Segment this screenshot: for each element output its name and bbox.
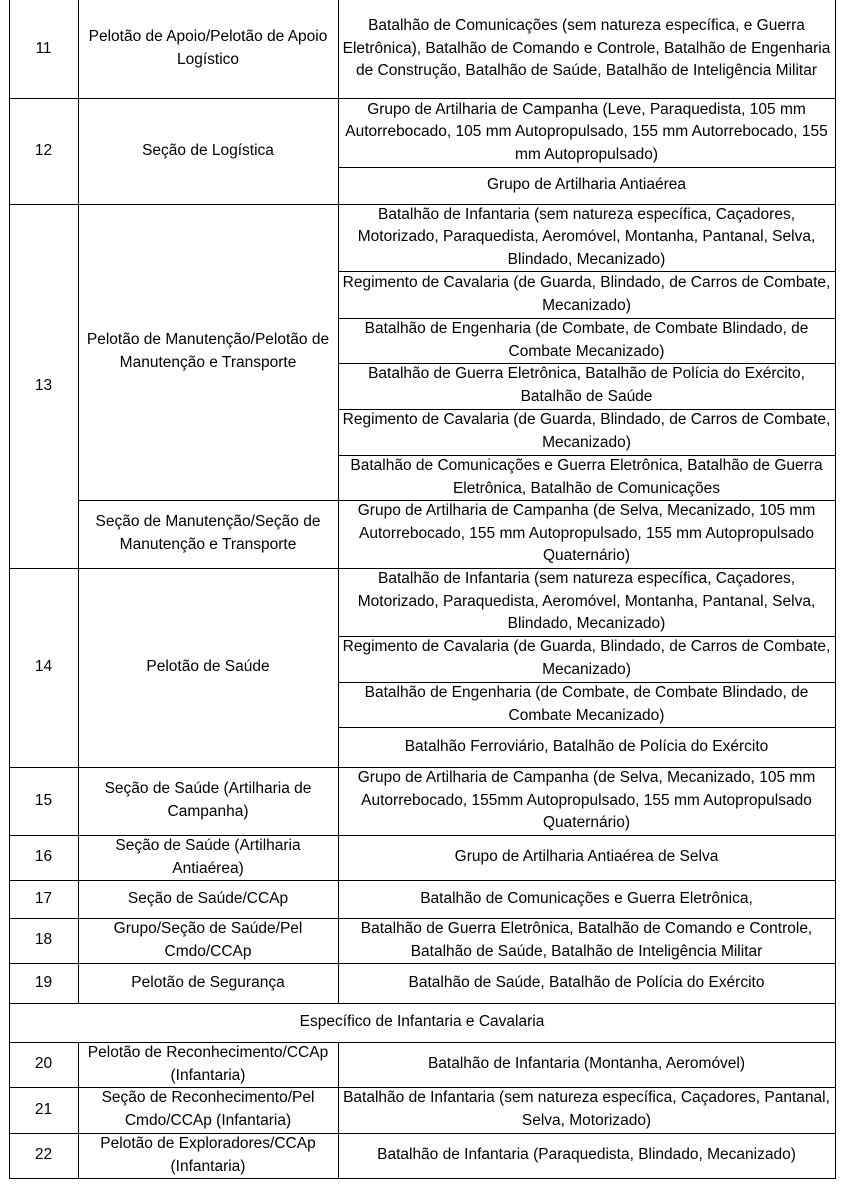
- battalion-entry-text: Grupo de Artilharia Antiaérea: [486, 176, 687, 194]
- row-divider: [338, 167, 836, 168]
- row-number-text: 14: [34, 658, 53, 676]
- column-divider: [78, 204, 79, 569]
- battalion-entry: [338, 167, 835, 204]
- column-divider: [338, 835, 339, 881]
- column-divider: [78, 1087, 79, 1134]
- battalion-entry-text: Grupo de Artilharia Antiaérea de Selva: [454, 848, 719, 866]
- column-divider: [9, 0, 10, 1179]
- row-divider: [338, 500, 836, 501]
- column-divider: [338, 204, 339, 569]
- row-divider: [338, 363, 836, 364]
- battalion-entry: [338, 363, 835, 409]
- unit-name-text: Pelotão de Exploradores/CCAp (Infantaria): [100, 1134, 316, 1175]
- unit-name-text: Grupo/Seção de Saúde/Pel Cmdo/CCAp: [113, 919, 303, 960]
- row-number-text: 17: [34, 889, 53, 907]
- row-number: [9, 204, 78, 568]
- column-divider: [78, 568, 79, 768]
- battalion-entry-text: Batalhão de Infantaria (sem natureza específica, Caçadores, Motorizado, Paraquedista, Aeromóvel, Montanha, Pantanal, Selva, Blindado, Mecanizado): [357, 570, 816, 633]
- battalion-entry-text: Batalhão de Infantaria (sem natureza específica, Caçadores, Motorizado, Paraquedista, Aeromóvel, Montanha, Pantanal, Selva, Blindado, Mecanizado): [357, 205, 816, 268]
- battalion-entry-text: Batalhão de Saúde, Batalhão de Polícia do Exército: [408, 973, 765, 991]
- unit-name: [78, 963, 338, 1003]
- column-divider: [338, 880, 339, 919]
- row-number: [9, 568, 78, 767]
- battalion-entry: [338, 1042, 835, 1087]
- battalion-entry-text: Regimento de Cavalaria (de Guarda, Blindado, de Carros de Combate, Mecanizado): [342, 273, 831, 314]
- unit-name: [78, 1133, 338, 1178]
- battalion-entry-text: Batalhão de Engenharia (de Combate, de Combate Blindado, de Combate Mecanizado): [364, 683, 809, 724]
- column-divider: [78, 1042, 79, 1088]
- battalion-entry-text: Grupo de Artilharia de Campanha (de Selva, Mecanizado, 105 mm Autorrebocado, 155mm Autopropulsado, 155 mm Autopropulsado Quaternário): [357, 769, 816, 832]
- battalion-entry: [338, 271, 835, 318]
- battalion-entry-text: Regimento de Cavalaria (de Guarda, Blindado, de Carros de Combate, Mecanizado): [342, 411, 831, 451]
- battalion-entry: [338, 455, 835, 500]
- battalion-entry-text: Batalhão Ferroviário, Batalhão de Polícia do Exército: [404, 737, 769, 755]
- unit-name-text: Seção de Saúde (Artilharia Antiaérea): [115, 836, 301, 877]
- battalion-entry: [338, 204, 835, 271]
- unit-name-text: Pelotão de Reconhecimento/CCAp (Infantaria): [87, 1043, 329, 1084]
- row-number: [9, 0, 78, 98]
- row-number: [9, 880, 78, 918]
- battalion-entry: [338, 568, 835, 636]
- row-divider: [78, 500, 339, 501]
- row-number-text: 13: [34, 376, 53, 394]
- row-number-text: 12: [34, 141, 53, 159]
- unit-name: [78, 204, 338, 500]
- battalion-entry: [338, 1133, 835, 1178]
- column-divider: [338, 568, 339, 768]
- row-number-text: 19: [34, 973, 53, 991]
- column-divider: [78, 918, 79, 964]
- row-divider: [338, 636, 836, 637]
- unit-name-text: Pelotão de Segurança: [131, 973, 285, 991]
- row-number: [9, 963, 78, 1003]
- row-number-text: 20: [34, 1055, 53, 1073]
- battalion-entry: [338, 880, 835, 918]
- unit-name: [78, 835, 338, 880]
- battalion-entry-text: Batalhão de Comunicações e Guerra Eletrônica,: [420, 889, 753, 907]
- column-divider: [338, 0, 339, 99]
- unit-name: [78, 500, 338, 568]
- unit-name-text: Seção de Saúde (Artilharia de Campanha): [104, 780, 312, 820]
- section-header: [9, 1003, 835, 1042]
- row-number: [9, 98, 78, 204]
- section-header-text: Específico de Infantaria e Cavalaria: [299, 1013, 545, 1031]
- battalion-entry-text: Batalhão de Guerra Eletrônica, Batalhão de Polícia do Exército, Batalhão de Saúde: [368, 365, 805, 405]
- battalion-entry-text: Batalhão de Comunicações (sem natureza específica, e Guerra Eletrônica), Batalhão de Comando e Controle, Batalhão de Engenharia de Construção, Batalhão de Saúde, Batalhão de Inteligência Militar: [342, 17, 831, 80]
- column-divider: [78, 0, 79, 99]
- battalion-entry-text: Regimento de Cavalaria (de Guarda, Blindado, de Carros de Combate, Mecanizado): [342, 638, 831, 678]
- battalion-entry-text: Batalhão de Engenharia (de Combate, de Combate Blindado, de Combate Mecanizado): [364, 319, 809, 360]
- unit-name: [78, 1042, 338, 1087]
- unit-name-text: Seção de Reconhecimento/Pel Cmdo/CCAp (Infantaria): [101, 1089, 315, 1129]
- row-divider: [338, 271, 836, 272]
- unit-name-text: Pelotão de Saúde: [146, 658, 270, 676]
- column-divider: [78, 963, 79, 1004]
- battalion-entry-text: Batalhão de Infantaria (Montanha, Aeromóvel): [427, 1055, 746, 1073]
- row-number: [9, 1042, 78, 1087]
- row-number: [9, 918, 78, 963]
- unit-name: [78, 98, 338, 204]
- row-divider: [338, 455, 836, 456]
- unit-name: [78, 918, 338, 963]
- column-divider: [78, 98, 79, 205]
- column-divider: [78, 880, 79, 919]
- row-divider: [338, 318, 836, 319]
- battalion-entry: [338, 963, 835, 1003]
- battalion-entry-text: Batalhão de Comunicações e Guerra Eletrônica, Batalhão de Guerra Eletrônica, Batalhão de Comunicações: [350, 456, 823, 497]
- battalion-entry: [338, 98, 835, 167]
- battalion-entry-text: Batalhão de Infantaria (sem natureza específica, Caçadores, Pantanal, Selva, Motorizado): [343, 1089, 830, 1129]
- battalion-entry: [338, 1087, 835, 1133]
- battalion-entry: [338, 0, 835, 98]
- row-number-text: 21: [34, 1100, 53, 1118]
- row-number: [9, 1087, 78, 1133]
- unit-name-text: Pelotão de Apoio/Pelotão de Apoio Logístico: [88, 28, 328, 68]
- row-number-text: 11: [35, 39, 52, 57]
- unit-name: [78, 568, 338, 767]
- row-divider: [338, 682, 836, 683]
- battalion-entry-text: Batalhão de Guerra Eletrônica, Batalhão de Comando e Controle, Batalhão de Saúde, Batalhão de Inteligência Militar: [360, 919, 813, 960]
- column-divider: [338, 963, 339, 1004]
- row-divider: [338, 727, 836, 728]
- battalion-entry: [338, 500, 835, 568]
- unit-name-text: Seção de Manutenção/Seção de Manutenção e Transporte: [95, 513, 321, 553]
- battalion-entry: [338, 318, 835, 363]
- row-number: [9, 767, 78, 835]
- unit-name-text: Pelotão de Manutenção/Pelotão de Manutenção e Transporte: [86, 331, 330, 371]
- battalion-entry-text: Grupo de Artilharia de Campanha (de Selva, Mecanizado, 105 mm Autorrebocado, 155 mm Autopropulsado, 155 mm Autopropulsado Quaternário): [357, 502, 816, 565]
- battalion-entry: [338, 835, 835, 880]
- battalion-entry: [338, 767, 835, 835]
- column-divider: [338, 1042, 339, 1088]
- column-divider: [78, 1133, 79, 1179]
- battalion-entry: [338, 636, 835, 682]
- unit-name-text: Seção de Saúde/CCAp: [127, 889, 289, 907]
- unit-name: [78, 0, 338, 98]
- column-divider: [338, 1087, 339, 1134]
- battalion-entry: [338, 918, 835, 963]
- battalion-entry: [338, 727, 835, 767]
- column-divider: [78, 835, 79, 881]
- row-number-text: 22: [34, 1146, 53, 1164]
- battalion-entry: [338, 682, 835, 727]
- column-divider: [338, 1133, 339, 1179]
- column-divider: [338, 767, 339, 836]
- battalion-entry: [338, 409, 835, 455]
- unit-name: [78, 880, 338, 918]
- unit-name: [78, 1087, 338, 1133]
- battalion-entry-text: Batalhão de Infantaria (Paraquedista, Blindado, Mecanizado): [377, 1146, 796, 1164]
- row-number-text: 15: [34, 791, 53, 809]
- unit-name: [78, 767, 338, 835]
- row-number-text: 18: [34, 931, 53, 949]
- row-divider: [9, 1178, 836, 1179]
- battalion-entry-text: Grupo de Artilharia de Campanha (Leve, Paraquedista, 105 mm Autorrebocado, 105 mm Autopropulsado, 155 mm Autorrebocado, 155 mm Autopropulsado): [345, 100, 828, 163]
- row-number-text: 16: [34, 848, 53, 866]
- row-number: [9, 835, 78, 880]
- row-divider: [338, 409, 836, 410]
- column-divider: [338, 98, 339, 205]
- unit-name-text: Seção de Logística: [142, 141, 274, 159]
- column-divider: [78, 767, 79, 836]
- column-divider: [835, 0, 836, 1179]
- column-divider: [338, 918, 339, 964]
- row-number: [9, 1133, 78, 1178]
